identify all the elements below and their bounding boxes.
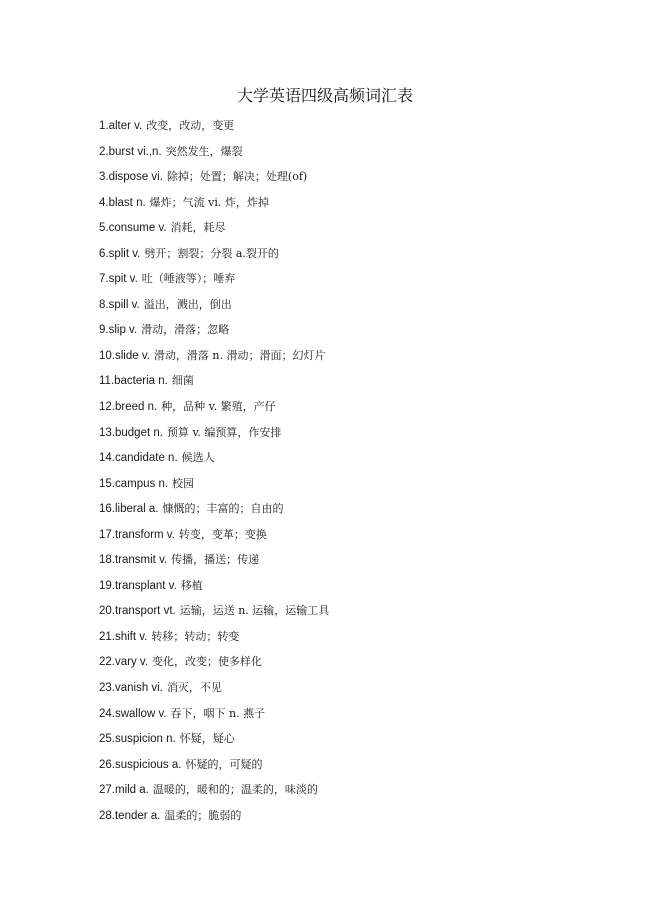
vocab-meaning: 吐（唾液等）；唾弃 bbox=[141, 272, 236, 286]
vocab-word: 3.dispose vi. bbox=[99, 171, 163, 184]
vocab-meaning: 怀疑，疑心 bbox=[179, 732, 235, 746]
vocab-meaning: 预算 v. 编预算，作安排 bbox=[166, 425, 282, 439]
vocab-entry bbox=[99, 474, 619, 500]
vocab-meaning: 传播，播送；传递 bbox=[171, 553, 260, 567]
vocab-meaning: 变化，改变；使多样化 bbox=[152, 655, 262, 669]
vocab-entry bbox=[99, 601, 619, 627]
vocab-entry bbox=[99, 193, 619, 219]
vocab-meaning: 滑动，滑落 n. 滑动；滑面；幻灯片 bbox=[153, 348, 326, 362]
vocab-word: 17.transform v. bbox=[99, 528, 175, 541]
vocab-meaning: 怀疑的，可疑的 bbox=[185, 757, 263, 771]
vocab-meaning: 校园 bbox=[172, 476, 195, 490]
vocab-meaning: 消灭，不见 bbox=[166, 681, 222, 695]
vocab-entry bbox=[99, 116, 619, 142]
vocab-word: 6.split v. bbox=[99, 247, 141, 260]
vocab-meaning: 温柔的；脆弱的 bbox=[164, 808, 242, 822]
vocab-word: 19.transplant v. bbox=[99, 579, 177, 592]
vocab-word: 4.blast n. bbox=[99, 196, 146, 209]
vocab-entry bbox=[99, 269, 619, 295]
vocab-word: 1.alter v. bbox=[99, 120, 143, 132]
vocab-meaning: 运输，运送 n. 运输，运输工具 bbox=[179, 604, 330, 618]
vocab-entry bbox=[99, 652, 619, 678]
vocab-word: 20.transport vt. bbox=[99, 605, 176, 618]
vocab-word: 10.slide v. bbox=[99, 349, 150, 362]
vocab-meaning: 转变，变革；变换 bbox=[178, 527, 267, 541]
vocab-word: 24.swallow v. bbox=[99, 707, 167, 720]
vocab-meaning: 突然发生，爆裂 bbox=[165, 144, 243, 158]
vocabulary-list bbox=[99, 116, 619, 831]
vocab-word: 5.consume v. bbox=[99, 222, 167, 235]
vocab-word: 7.spit v. bbox=[99, 273, 138, 286]
vocab-word: 27.mild a. bbox=[99, 784, 149, 797]
vocab-entry bbox=[99, 525, 619, 551]
vocab-word: 11.bacteria n. bbox=[99, 375, 168, 388]
vocab-entry bbox=[99, 295, 619, 321]
vocab-meaning: 溢出，溅出，倒出 bbox=[143, 297, 232, 311]
vocab-entry bbox=[99, 397, 619, 423]
vocab-entry bbox=[99, 576, 619, 602]
vocab-meaning: 消耗，耗尽 bbox=[170, 221, 226, 235]
vocab-word: 2.burst vi.,n. bbox=[99, 145, 162, 158]
vocab-word: 26.suspicious a. bbox=[99, 758, 182, 771]
vocab-entry bbox=[99, 704, 619, 730]
vocab-word: 14.candidate n. bbox=[99, 452, 178, 465]
vocab-entry bbox=[99, 729, 619, 755]
vocab-entry bbox=[99, 320, 619, 346]
vocab-word: 8.spill v. bbox=[99, 298, 140, 311]
vocab-meaning: 温暖的，暖和的；温柔的，味淡的 bbox=[152, 783, 318, 797]
vocab-meaning: 滑动，滑落；忽略 bbox=[141, 323, 230, 337]
document-title: 大学英语四级高频词汇表 bbox=[236, 86, 413, 105]
vocab-entry bbox=[99, 627, 619, 653]
vocab-word: 21.shift v. bbox=[99, 630, 148, 643]
vocab-meaning: 劈开；割裂；分裂 a.裂开的 bbox=[144, 246, 279, 260]
vocab-meaning: 吞下，咽下 n. 燕子 bbox=[170, 706, 266, 720]
vocab-word: 28.tender a. bbox=[99, 809, 161, 822]
vocab-entry bbox=[99, 806, 619, 832]
vocab-entry bbox=[99, 167, 619, 193]
vocab-meaning: 候选人 bbox=[181, 451, 215, 465]
vocab-word: 12.breed n. bbox=[99, 401, 158, 414]
vocab-meaning: 爆炸；气流 vi. 炸，炸掉 bbox=[149, 195, 269, 209]
vocab-word: 22.vary v. bbox=[99, 656, 148, 669]
vocab-word: 13.budget n. bbox=[99, 426, 163, 439]
vocab-word: 18.transmit v. bbox=[99, 554, 168, 567]
vocab-word: 25.suspicion n. bbox=[99, 733, 176, 746]
vocab-word: 23.vanish vi. bbox=[99, 682, 163, 695]
vocab-meaning: 种，品种 v. 繁殖，产仔 bbox=[161, 400, 276, 414]
vocab-entry bbox=[99, 244, 619, 270]
vocab-entry bbox=[99, 142, 619, 168]
vocab-entry bbox=[99, 371, 619, 397]
vocab-meaning: 慷慨的；丰富的；自由的 bbox=[162, 502, 284, 516]
vocab-entry bbox=[99, 499, 619, 525]
vocab-word: 16.liberal a. bbox=[99, 503, 159, 516]
vocab-word: 9.slip v. bbox=[99, 324, 138, 337]
vocab-meaning: 改变，改动，变更 bbox=[146, 119, 235, 132]
vocab-meaning: 细菌 bbox=[171, 374, 194, 388]
vocab-meaning: 除掉；处置；解决；处理(of) bbox=[166, 170, 308, 184]
vocab-entry bbox=[99, 678, 619, 704]
vocab-entry bbox=[99, 755, 619, 781]
vocab-entry bbox=[99, 218, 619, 244]
vocab-entry bbox=[99, 550, 619, 576]
vocab-word: 15.campus n. bbox=[99, 477, 169, 490]
vocab-entry bbox=[99, 346, 619, 372]
vocab-entry bbox=[99, 448, 619, 474]
vocab-entry bbox=[99, 780, 619, 806]
vocab-meaning: 移植 bbox=[180, 578, 203, 592]
vocab-meaning: 转移；转动；转变 bbox=[151, 629, 240, 643]
vocab-entry bbox=[99, 423, 619, 449]
